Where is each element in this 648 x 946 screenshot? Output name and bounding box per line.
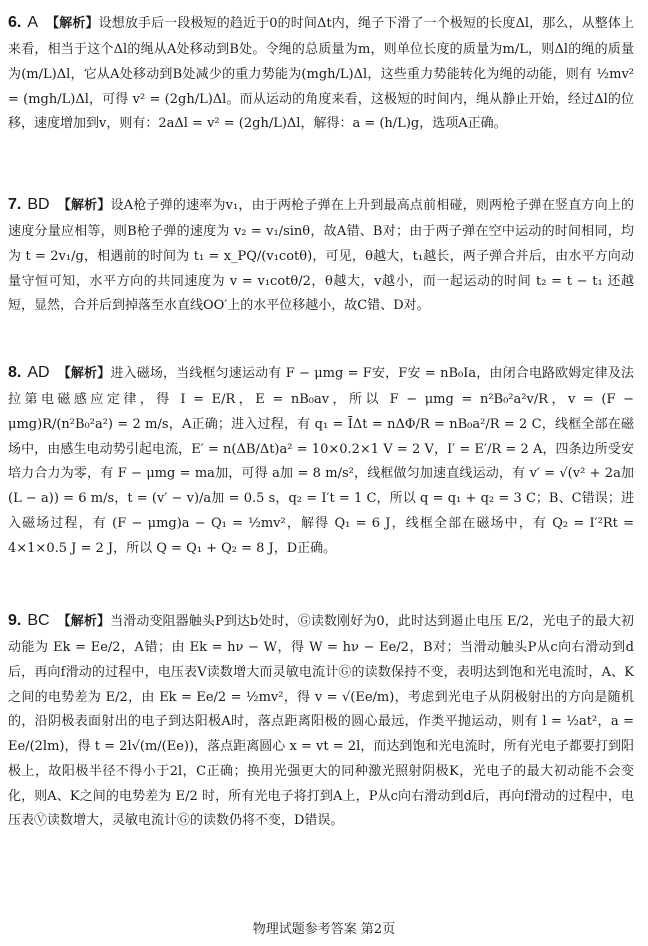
- question-answer: BD: [27, 196, 50, 213]
- question-7: [8, 190, 634, 319]
- question-6: [8, 8, 634, 137]
- analysis-text: 设A枪子弹的速率为v₁，由于两枪子弹在上升到最高点前相碰，则两枪子弹在竖直方向上的速度分量应相等，则B枪子弹的速度为 v₂ = v₁/sinθ，故A错、B对；由于两子弹在空中运动的时间相同，均为 t = 2v₁/g，相遇前的时间为 t₁ = x_PQ/(v₁cotθ)，可见，θ越大，t₁越长，两子弹合并后，由水平方向动量守恒可知，水平方向的共同速度为 v = v₁cotθ/2，θ越大，v越小，而一起运动的时间 t₂ = t − t₁ 还越短，显然，合并后到掉落至水直线OO′上的水平位移越小，故C错、D对。: [8, 198, 634, 314]
- question-answer: A: [27, 14, 39, 31]
- analysis-tag: 【解析】: [46, 16, 99, 31]
- analysis-tag: 【解析】: [57, 366, 111, 381]
- analysis-text: 设想放手后一段极短的趋近于0的时间Δt内，绳子下滑了一个极短的长度Δl，那么，从整体上来看，相当于这个Δl的绳从A处移动到B处。令绳的总质量为m，则单位长度的质量为m/L，则Δl的绳的质量为(m/L)Δl，它从A处移动到B处减少的重力势能为(mgh/L)Δl，这些重力势能转化为绳的动能，则有 ½mv² = (mgh/L)Δl，可得 v² = (2gh/L)Δl。而从运动的角度来看，这极短的时间内，绳从静止开始，经过Δl的位移，速度增加到v，则有：2aΔl = v² = (2gh/L)Δl，解得：a = (h/L)g，选项A正确。: [8, 16, 634, 132]
- page-footer: 物理试题参考答案 第2页: [252, 922, 396, 937]
- question-number: 6.: [8, 14, 22, 31]
- question-8: [8, 358, 634, 561]
- analysis-tag: 【解析】: [57, 198, 111, 213]
- analysis-tag: 【解析】: [57, 614, 111, 629]
- question-9: [8, 606, 634, 834]
- question-number: 8.: [8, 364, 22, 381]
- analysis-text: 进入磁场，当线框匀速运动有 F − μmg = F安，F安 = nB₀Ia，由闭合电路欧姆定律及法拉第电磁感应定律，得 I = E/R，E = nB₀av，所以 F − μmg = n²B₀²a²v/R，v = (F − μmg)R/(n²B₀²a²) = 2 m/s，A正确；进入过程，有 q₁ = ĪΔt = nΔΦ/R = nB₀a²/R = 2 C，线框全部在磁场中，由感生电动势引起电流，E′ = n(ΔB/Δt)a² = 10×0.2×1 V = 2 V，I′ = E′/R = 2 A，四条边所受安培力合力为零，有 F − μmg = ma加，可得 a加 = 8 m/s²，线框做匀加速直线运动，有 v′ = √(v² + 2a加(L − a)) = 6 m/s，t = (v′ − v)/a加 = 0.5 s，q₂ = I′t = 1 C，所以 q = q₁ + q₂ = 3 C；B、C错误；进入磁场过程，有 (F − μmg)a − Q₁ = ½mv²，解得 Q₁ = 6 J，线框全部在磁场中，有 Q₂ = I′²Rt = 4×1×0.5 J = 2 J，所以 Q = Q₁ + Q₂ = 8 J，D正确。: [8, 366, 634, 556]
- question-answer: BC: [27, 612, 50, 629]
- question-answer: AD: [27, 364, 50, 381]
- question-number: 9.: [8, 612, 22, 629]
- question-number: 7.: [8, 196, 22, 213]
- analysis-text: 当滑动变阻器触头P到达b处时，Ⓖ读数刚好为0，此时达到遏止电压 E/2，光电子的最大初动能为 Ek = Ee/2，A错；由 Ek = hν − W，得 W = hν − Ee/2，B对；当滑动触头P从c向右滑动到d后，再向f滑动的过程中，电压表V读数增大而灵敏电流计Ⓖ的读数保持不变，表明达到饱和光电流时，A、K之间的电势差为 E/2，由 Ek = Ee/2 = ½mv²，得 v = √(Ee/m)，考虑到光电子从阴极射出的方向是随机的，沿阴极表面射出的电子到达阳极A时，落点距离阳极的圆心最远，作类平抛运动，则有 l = ½at²，a = Ee/(2lm)，得 t = 2l√(m/(Ee))，落点距离圆心 x = vt = 2l，而达到饱和光电流时，所有光电子都要打到阳极上，故阳极半径不得小于2l，C正确；换用光强更大的同种激光照射阴极K，光电子的最大初动能不会变化，则A、K之间的电势差为 E/2 时，所有光电子将打到A上，P从c向右滑动到d后，再向f滑动的过程中，电压表Ⓥ读数增大，灵敏电流计Ⓖ的读数仍将不变，D错误。: [8, 614, 634, 829]
